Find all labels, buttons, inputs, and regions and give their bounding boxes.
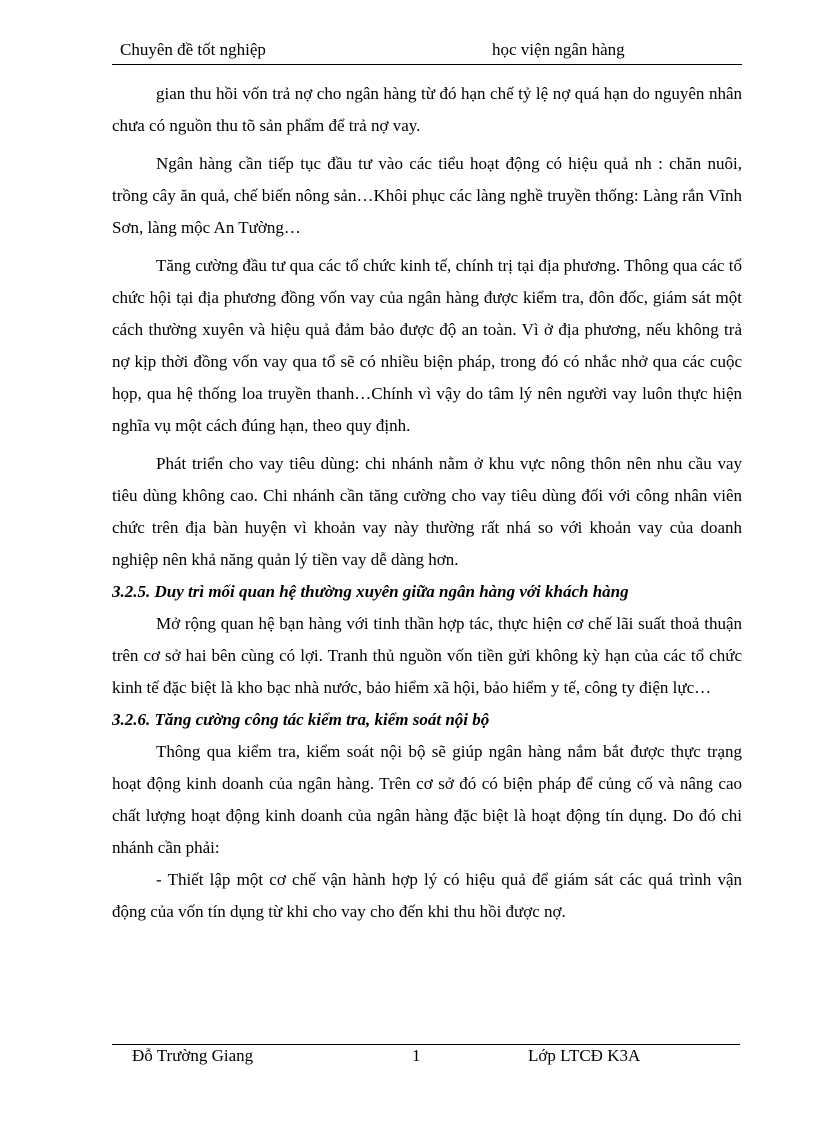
document-body	[112, 78, 742, 928]
paragraph-2: Ngân hàng cần tiếp tục đầu tư vào các tiểu hoạt động có hiệu quả nh : chăn nuôi, trồng cây ăn quả, chế biến nông sản…Khôi phục các làng nghề truyền thống: Làng rắn Vĩnh Sơn, làng mộc An Tường…	[112, 154, 742, 237]
footer-divider	[112, 1044, 740, 1045]
section-heading-3-2-6: 3.2.6. Tăng cường công tác kiểm tra, kiểm soát nội bộ	[112, 710, 490, 729]
page-header	[112, 38, 742, 65]
paragraph-7: - Thiết lập một cơ chế vận hành hợp lý có hiệu quả để giám sát các quá trình vận động của vốn tín dụng từ khi cho vay cho đến khi thu hồi được nợ.	[112, 870, 742, 921]
section-heading-3-2-5: 3.2.5. Duy trì mối quan hệ thường xuyên giữa ngân hàng với khách hàng	[112, 582, 629, 601]
footer-author: Đỗ Trường Giang	[132, 1046, 254, 1065]
paragraph-4: Phát triển cho vay tiêu dùng: chi nhánh nằm ở khu vực nông thôn nên nhu cầu vay tiêu dùng không cao. Chi nhánh cần tăng cường cho vay tiêu dùng đối với công nhân viên chức trên địa bàn huyện vì khoản vay này thường rất nhá so với khoản vay của doanh nghiệp nên khả năng quản lý tiền vay dễ dàng hơn.	[112, 454, 742, 569]
header-title-left: Chuyên đề tốt nghiệp	[120, 40, 266, 59]
paragraph-6: Thông qua kiểm tra, kiểm soát nội bộ sẽ giúp ngân hàng nắm bắt được thực trạng hoạt động kinh doanh của ngân hàng. Trên cơ sở đó có biện pháp để củng cố và nâng cao chất lượng hoạt động kinh doanh của ngân hàng đặc biệt là hoạt động tín dụng. Do đó chi nhánh cần phải:	[112, 742, 742, 857]
paragraph-3: Tăng cường đầu tư qua các tổ chức kinh tế, chính trị tại địa phương. Thông qua các tổ chức hội tại địa phương đồng vốn vay của ngân hàng được kiểm tra, đôn đốc, giám sát một cách thường xuyên và hiệu quả đảm bảo được độ an toàn. Vì ở địa phương, nếu không trả nợ kịp thời đồng vốn vay qua tổ sẽ có nhiều biện pháp, trong đó có nhắc nhở qua các cuộc họp, qua hệ thống loa truyền thanh…Chính vì vậy do tâm lý nên người vay luôn thực hiện nghĩa vụ một cách đúng hạn, theo quy định.	[112, 256, 742, 435]
paragraph-1: gian thu hồi vốn trả nợ cho ngân hàng từ đó hạn chế tỷ lệ nợ quá hạn do nguyên nhân chưa có nguồn thu tõ sản phẩm để trả nợ vay.	[112, 84, 742, 135]
header-title-right: học viện ngân hàng	[492, 40, 625, 59]
footer-page-number: 1	[412, 1046, 421, 1065]
footer-class: Lớp LTCĐ K3A	[528, 1046, 641, 1065]
paragraph-5: Mở rộng quan hệ bạn hàng với tinh thần hợp tác, thực hiện cơ chế lãi suất thoả thuận trên cơ sở hai bên cùng có lợi. Tranh thủ nguồn vốn tiền gửi không kỳ hạn của các tổ chức kinh tế đặc biệt là kho bạc nhà nước, bảo hiểm xã hội, bảo hiểm y tế, công ty điện lực…	[112, 614, 742, 697]
